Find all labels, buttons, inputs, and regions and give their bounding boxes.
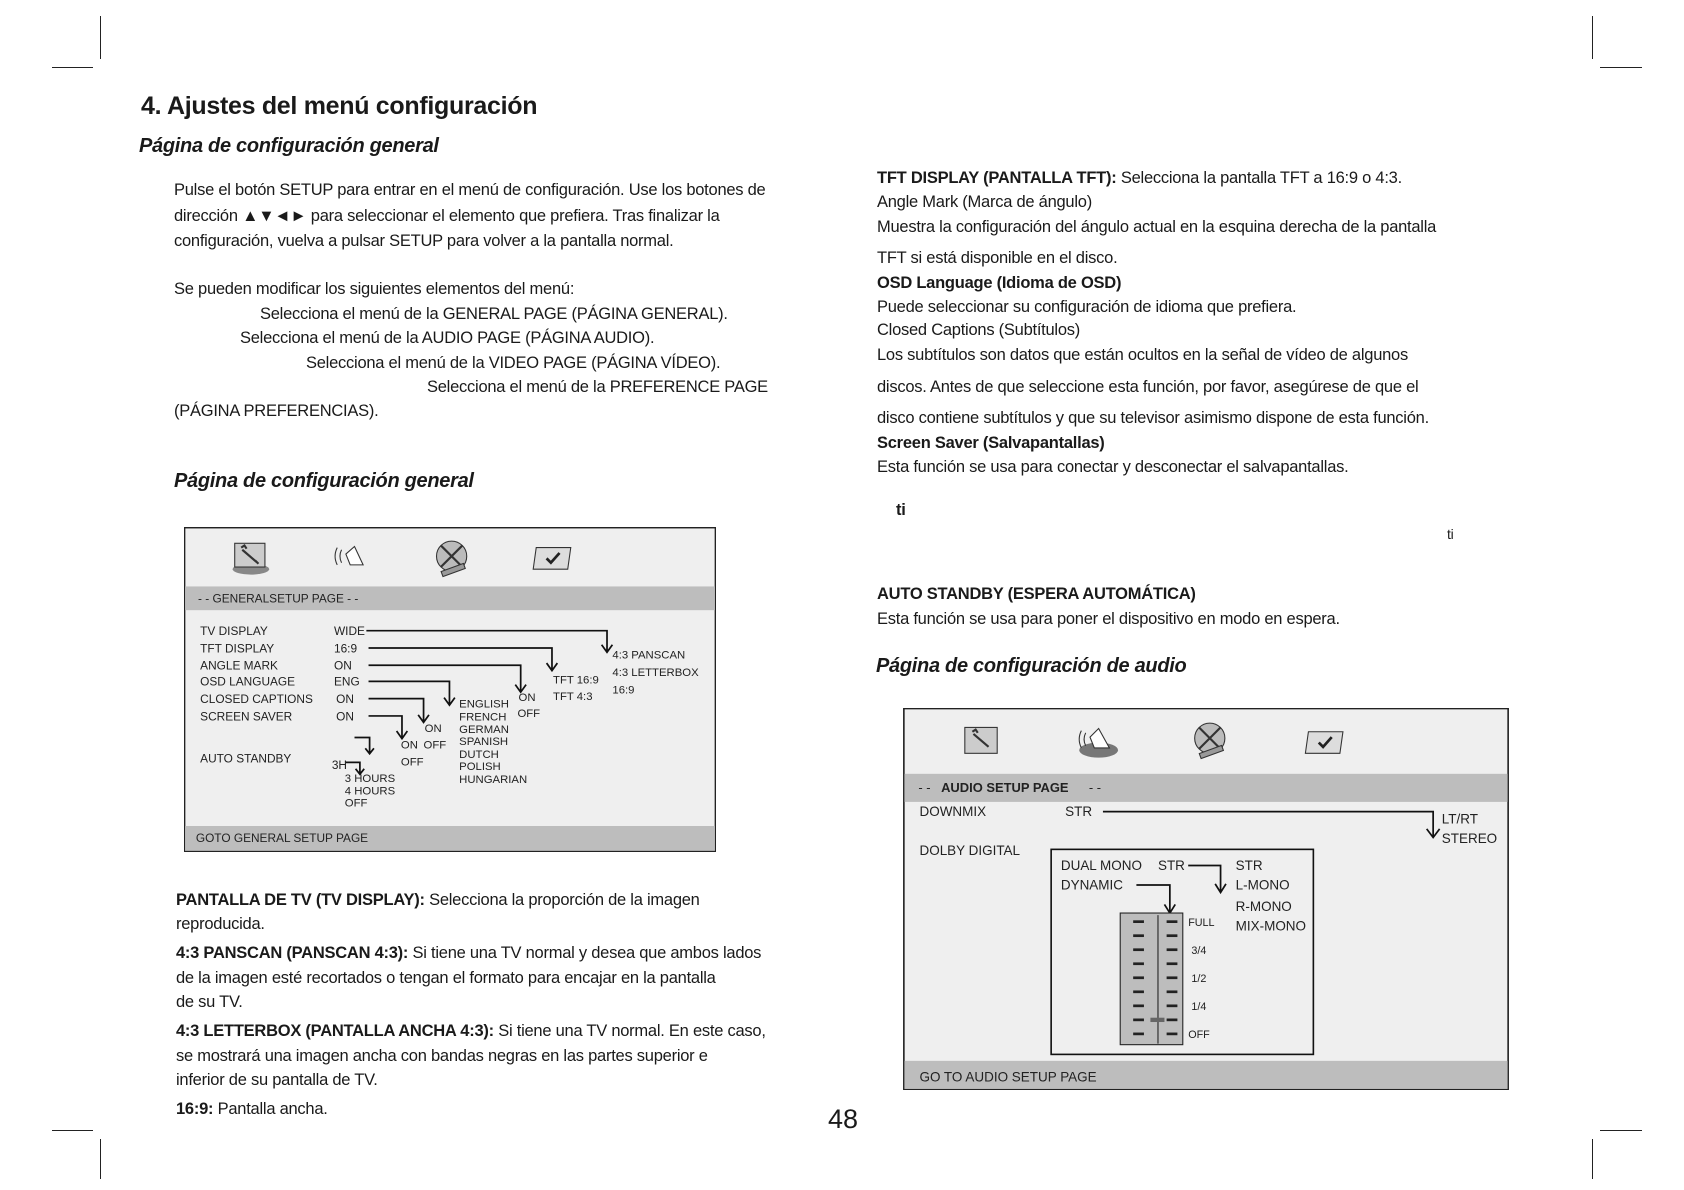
setting-value: 16:9: [333, 641, 358, 656]
desc-panscan: [176, 942, 761, 964]
desc-line: Puede seleccionar su configuración de idioma que prefiera.: [877, 298, 1297, 316]
stray-glyph: ti: [1447, 526, 1454, 542]
saver-option[interactable]: ON: [400, 739, 418, 752]
downmix-option[interactable]: STEREO: [1441, 830, 1498, 846]
setting-label[interactable]: TFT DISPLAY: [200, 641, 275, 656]
section-heading-audio: Página de configuración de audio: [876, 655, 1187, 677]
setting-label[interactable]: SCREEN SAVER: [200, 709, 293, 724]
desc-line: Esta función se usa para poner el dispositivo en modo en espera.: [877, 610, 1340, 628]
setting-value: WIDE: [333, 624, 365, 639]
setting-label[interactable]: ANGLE MARK: [200, 658, 278, 673]
desc-line: TFT si está disponible en el disco.: [877, 249, 1118, 267]
desc-line: disco contiene subtítulos y que su televisor asimismo dispone de esta función.: [877, 409, 1429, 427]
dynamic-level-label: 3/4: [1191, 945, 1207, 958]
desc-letterbox: [176, 1020, 766, 1042]
desc-title: Screen Saver (Salvapantallas): [877, 434, 1105, 452]
setting-label[interactable]: DOWNMIX: [919, 803, 987, 819]
dual-mono-option[interactable]: L-MONO: [1235, 877, 1290, 893]
desc-title: AUTO STANDBY (ESPERA AUTOMÁTICA): [877, 585, 1196, 603]
section-heading-general-2: Página de configuración general: [174, 470, 474, 492]
dynamic-level-label: 1/2: [1191, 973, 1207, 986]
desc-line: reproducida.: [176, 915, 265, 933]
tv-option[interactable]: 4:3 LETTERBOX: [612, 667, 699, 680]
desc-line: inferior de su pantalla de TV.: [176, 1071, 378, 1089]
desc-tft: [877, 167, 1402, 189]
stray-glyph: ti: [896, 501, 906, 519]
language-option[interactable]: HUNGARIAN: [459, 773, 528, 786]
desc-tv-display: [176, 889, 700, 911]
crop-mark: [100, 16, 101, 59]
language-option[interactable]: POLISH: [459, 760, 501, 773]
standby-option[interactable]: 4 HOURS: [344, 785, 396, 798]
dynamic-level-label: OFF: [1188, 1029, 1210, 1042]
desc-text: Si tiene una TV normal y desea que ambos lados: [408, 944, 762, 962]
crop-mark: [1592, 1139, 1593, 1179]
language-option[interactable]: SPANISH: [459, 736, 509, 749]
setting-label[interactable]: OSD LANGUAGE: [200, 674, 296, 689]
standby-option[interactable]: OFF: [344, 797, 368, 810]
setting-label[interactable]: AUTO STANDBY: [200, 751, 292, 766]
dual-mono-option[interactable]: R-MONO: [1235, 898, 1292, 914]
setting-label[interactable]: DOLBY DIGITAL: [919, 842, 1021, 858]
desc-title: OSD Language (Idioma de OSD): [877, 274, 1122, 292]
setting-value: ON: [336, 691, 354, 706]
desc-title: Angle Mark (Marca de ángulo): [877, 193, 1092, 211]
angle-option[interactable]: OFF: [517, 708, 541, 721]
menu-list-item-preference-cont: (PÁGINA PREFERENCIAS).: [174, 402, 379, 420]
intro-line: Pulse el botón SETUP para entrar en el menú de configuración. Use los botones de: [174, 181, 766, 199]
setting-value: ON: [336, 709, 354, 724]
tv-option[interactable]: 16:9: [612, 684, 635, 697]
audio-footer[interactable]: GO TO AUDIO SETUP PAGE: [919, 1069, 1097, 1085]
general-setup-icon[interactable]: [233, 543, 270, 574]
setting-value: STR: [1157, 857, 1185, 873]
menu-list-intro: Se pueden modificar los siguientes elementos del menú:: [174, 280, 575, 298]
preference-setup-icon[interactable]: [1305, 732, 1343, 754]
desc-term: 16:9:: [176, 1100, 214, 1118]
preference-setup-icon[interactable]: [533, 548, 571, 570]
audio-header: AUDIO SETUP PAGE: [941, 780, 1069, 796]
language-option[interactable]: GERMAN: [459, 724, 509, 737]
desc-line: Los subtítulos son datos que están ocultos en la señal de vídeo de algunos: [877, 346, 1408, 364]
crop-mark: [52, 67, 93, 68]
header-dashes: - -: [918, 780, 931, 796]
desc-line: Esta función se usa para conectar y desconectar el salvapantallas.: [877, 458, 1349, 476]
tft-option[interactable]: TFT 4:3: [553, 690, 593, 703]
saver-option[interactable]: OFF: [400, 756, 424, 769]
crop-mark: [1600, 1130, 1642, 1131]
page-title: 4. Ajustes del menú configuración: [141, 92, 538, 120]
desc-text: Selecciona la pantalla TFT a 16:9 o 4:3.: [1116, 169, 1402, 187]
setting-value: STR: [1065, 803, 1093, 819]
menu-list-item-video: Selecciona el menú de la VIDEO PAGE (PÁGINA VÍDEO).: [306, 354, 721, 372]
dual-mono-option[interactable]: STR: [1235, 857, 1263, 873]
general-setup-screen: [184, 527, 716, 852]
general-footer[interactable]: GOTO GENERAL SETUP PAGE: [195, 831, 369, 846]
audio-setup-screen: [903, 708, 1509, 1090]
desc-text: Selecciona la proporción de la imagen: [424, 891, 700, 909]
setting-value: 3H: [331, 757, 348, 772]
language-option[interactable]: ENGLISH: [459, 698, 509, 711]
desc-term: TFT DISPLAY (PANTALLA TFT):: [877, 169, 1117, 187]
desc-title: Closed Captions (Subtítulos): [877, 321, 1081, 339]
section-heading-general: Página de configuración general: [139, 135, 439, 157]
desc-line: de la imagen esté recortados o tengan el formato para encajar en la pantalla: [176, 969, 716, 987]
menu-list-item-general: Selecciona el menú de la GENERAL PAGE (PÁGINA GENERAL).: [260, 305, 728, 323]
standby-option[interactable]: 3 HOURS: [344, 772, 396, 785]
setting-label[interactable]: TV DISPLAY: [200, 624, 268, 639]
desc-line: se mostrará una imagen ancha con bandas negras en las partes superior e: [176, 1047, 708, 1065]
setting-value: ENG: [333, 674, 360, 689]
setting-label[interactable]: DUAL MONO: [1060, 857, 1142, 873]
desc-wide: [176, 1098, 328, 1120]
slider-thumb[interactable]: [1150, 1018, 1164, 1022]
desc-line: de su TV.: [176, 993, 243, 1011]
desc-term: 4:3 LETTERBOX (PANTALLA ANCHA 4:3):: [176, 1022, 494, 1040]
menu-list-item-audio: Selecciona el menú de la AUDIO PAGE (PÁGINA AUDIO).: [240, 329, 655, 347]
page-number: 48: [828, 1104, 859, 1134]
crop-mark: [1592, 16, 1593, 59]
desc-term: 4:3 PANSCAN (PANSCAN 4:3):: [176, 944, 409, 962]
desc-term: PANTALLA DE TV (TV DISPLAY):: [176, 891, 425, 909]
desc-line: Muestra la configuración del ángulo actual en la esquina derecha de la pantalla: [877, 218, 1437, 236]
tft-option[interactable]: TFT 16:9: [553, 674, 599, 687]
intro-line: configuración, vuelva a pulsar SETUP para volver a la pantalla normal.: [174, 232, 674, 250]
desc-line: discos. Antes de que seleccione esta función, por favor, asegúrese de que el: [877, 378, 1419, 396]
setting-value: ON: [333, 658, 352, 673]
crop-mark: [52, 1130, 93, 1131]
crop-mark: [1600, 67, 1642, 68]
tv-option[interactable]: 4:3 PANSCAN: [612, 649, 686, 662]
language-option[interactable]: DUTCH: [459, 749, 499, 762]
cc-option[interactable]: OFF: [423, 739, 447, 752]
setting-label[interactable]: CLOSED CAPTIONS: [200, 691, 313, 706]
language-option[interactable]: FRENCH: [459, 711, 507, 724]
dynamic-level-label: FULL: [1188, 916, 1215, 929]
desc-text: Pantalla ancha.: [213, 1100, 328, 1118]
general-header: - - GENERALSETUP PAGE - -: [198, 591, 359, 606]
dual-mono-option[interactable]: MIX-MONO: [1235, 918, 1307, 934]
downmix-option[interactable]: LT/RT: [1441, 811, 1478, 827]
setting-label[interactable]: DYNAMIC: [1060, 877, 1123, 893]
angle-option[interactable]: ON: [518, 691, 536, 704]
dynamic-level-label: 1/4: [1191, 1001, 1207, 1014]
crop-mark: [100, 1139, 101, 1179]
desc-text: Si tiene una TV normal. En este caso,: [493, 1022, 766, 1040]
intro-line: dirección ▲▼◄► para seleccionar el elemento que prefiera. Tras finalizar la: [174, 207, 720, 225]
general-setup-icon[interactable]: [965, 727, 997, 753]
cc-option[interactable]: ON: [424, 723, 442, 736]
menu-list-item-preference: Selecciona el menú de la PREFERENCE PAGE: [427, 378, 768, 396]
header-dashes: - -: [1088, 780, 1102, 796]
